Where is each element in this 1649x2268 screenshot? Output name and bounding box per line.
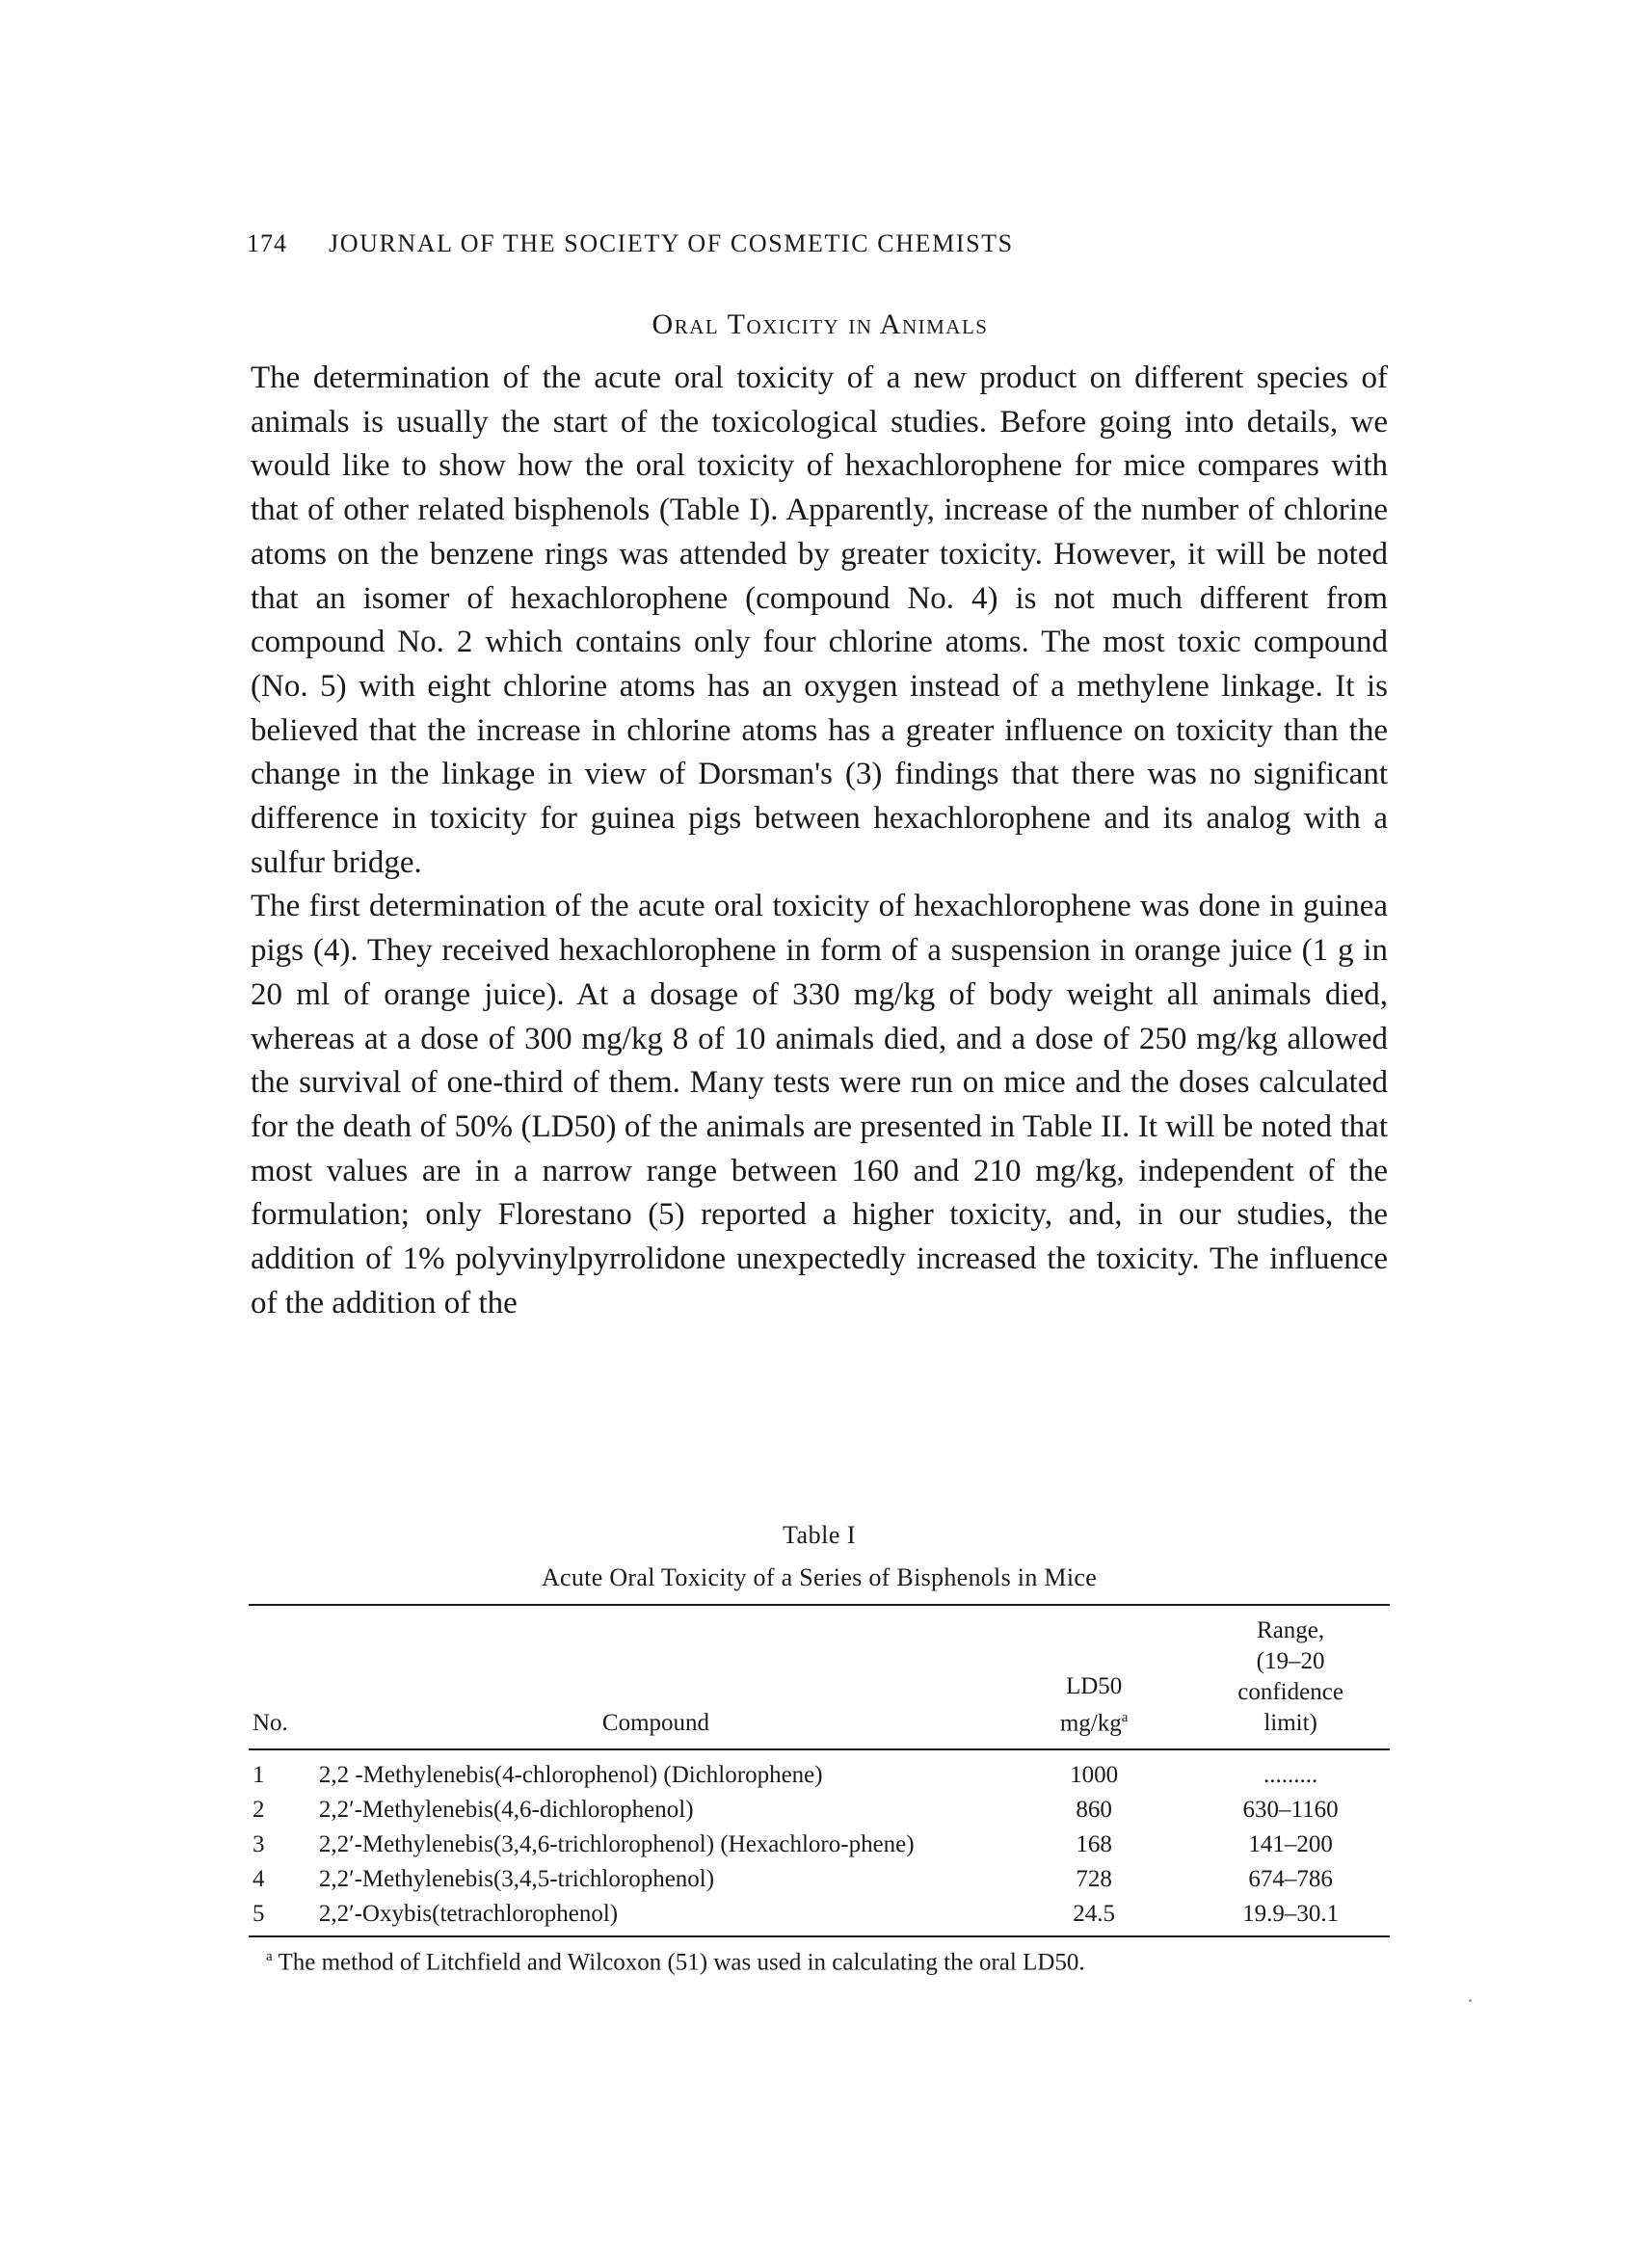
row-4-no: 4 xyxy=(253,1866,265,1892)
header-range-line1: Range, xyxy=(1257,1617,1325,1643)
row-3-range: 141–200 xyxy=(1248,1831,1333,1857)
journal-title: JOURNAL OF THE SOCIETY OF COSMETIC CHEMISTS xyxy=(329,229,1014,257)
row-4-range: 674–786 xyxy=(1248,1866,1333,1892)
table-label: Table I xyxy=(782,1521,857,1549)
footnote-mark: a xyxy=(266,1949,273,1964)
row-2-no: 2 xyxy=(253,1797,265,1823)
row-3-compound: 2,2′-Methylenebis(3,4,6-trichlorophenol) (Hexachloro-phene) xyxy=(318,1831,915,1857)
paragraph-1: The determination of the acute oral toxicity of a new product on different species of animals is usually the start of the toxicological studies. Before going into details, we would like to show how the oral toxicity of hexachlorophene for mice compares with that of other related bisphenols (Table I). Apparently, increase of the number of chlorine atoms on the benzene rings was attended by greater toxicity. However, it will be noted that an isomer of hexachlorophene (compound No. 4) is not much different from compound No. 2 which contains only four chlorine atoms. The most toxic compound (No. 5) with eight chlorine atoms has an oxygen instead of a methylene linkage. It is believed that the increase in chlorine atoms has a greater influence on toxicity than the change in the linkage in view of Dorsman's (3) findings that there was no significant difference in toxicity for guinea pigs between hexachlorophene and its analog with a sulfur bridge. xyxy=(251,360,1388,880)
toxicity-table xyxy=(249,1604,1390,1937)
header-compound: Compound xyxy=(315,1605,997,1749)
row-5-no: 5 xyxy=(249,1897,315,1936)
header-no: No. xyxy=(249,1605,315,1749)
row-1-ld50: 1000 xyxy=(1070,1762,1119,1788)
header-ld50 xyxy=(997,1605,1191,1749)
section-title: Oral Toxicity in Animals xyxy=(652,308,989,340)
table-row xyxy=(249,1897,1390,1936)
row-5-ld50: 24.5 xyxy=(997,1897,1191,1936)
row-2-compound: 2,2′-Methylenebis(4,6-dichlorophenol) xyxy=(318,1797,694,1823)
header-range-line4: limit) xyxy=(1263,1710,1317,1736)
table-row xyxy=(249,1749,1390,1793)
header-range-line3: confidence xyxy=(1237,1679,1343,1705)
running-head xyxy=(247,229,1394,268)
table-row xyxy=(249,1793,1390,1828)
table-caption: Acute Oral Toxicity of a Series of Bisphenols in Mice xyxy=(541,1563,1098,1591)
paragraph-2: The first determination of the acute oral toxicity of hexachlorophene was done in guinea pigs (4). They received hexachlorophene in form of a suspension in orange juice (1 g in 20 ml of orange juice). At a dosage of 330 mg/kg of body weight all animals died, whereas at a dose of 300 mg/kg 8 of 10 animals died, and a dose of 250 mg/kg allowed the survival of one-third of them. Many tests were run on mice and the doses calculated for the death of 50% (LD50) of the animals are presented in Table II. It will be noted that most values are in a narrow range between 160 and 210 mg/kg, independent of the formulation; only Florestano (5) reported a higher toxicity, and, in our studies, the addition of 1% polyvinylpyrrolidone unexpectedly increased the toxicity. The influence of the addition of the xyxy=(251,889,1388,1321)
body-text xyxy=(251,357,1388,1325)
row-2-range: 630–1160 xyxy=(1242,1797,1339,1823)
header-range xyxy=(1191,1605,1390,1749)
header-ld50-line1: LD50 xyxy=(1065,1672,1123,1699)
print-speck xyxy=(1469,1999,1472,2002)
row-1-no: 1 xyxy=(253,1762,265,1788)
footnote-text: The method of Litchfield and Wilcoxon (51) was used in calculating the oral LD50. xyxy=(278,1949,1085,1976)
row-1-compound: 2,2 -Methylenebis(4-chlorophenol) (Dichlorophene) xyxy=(318,1762,823,1788)
page-number: 174 xyxy=(247,229,287,257)
row-5-range: 19.9–30.1 xyxy=(1191,1897,1390,1936)
table-i xyxy=(249,1521,1390,1976)
header-range-line2: (19–20 xyxy=(1256,1648,1325,1674)
row-3-no: 3 xyxy=(253,1831,265,1857)
row-4-compound: 2,2′-Methylenebis(3,4,5-trichlorophenol) xyxy=(318,1866,715,1892)
row-1-range: ......... xyxy=(1263,1762,1318,1788)
table-row xyxy=(249,1828,1390,1862)
header-ld50-line2: mg/kg xyxy=(1059,1710,1122,1736)
row-2-ld50: 860 xyxy=(1076,1797,1112,1823)
row-3-ld50: 168 xyxy=(1076,1831,1112,1857)
row-5-compound: 2,2′-Oxybis(tetrachlorophenol) xyxy=(315,1897,997,1936)
table-header-row xyxy=(249,1605,1390,1749)
row-4-ld50: 728 xyxy=(1076,1866,1112,1892)
header-ld50-footnote-mark: a xyxy=(1121,1709,1129,1725)
table-footnote xyxy=(249,1949,1390,1976)
table-row xyxy=(249,1862,1390,1897)
